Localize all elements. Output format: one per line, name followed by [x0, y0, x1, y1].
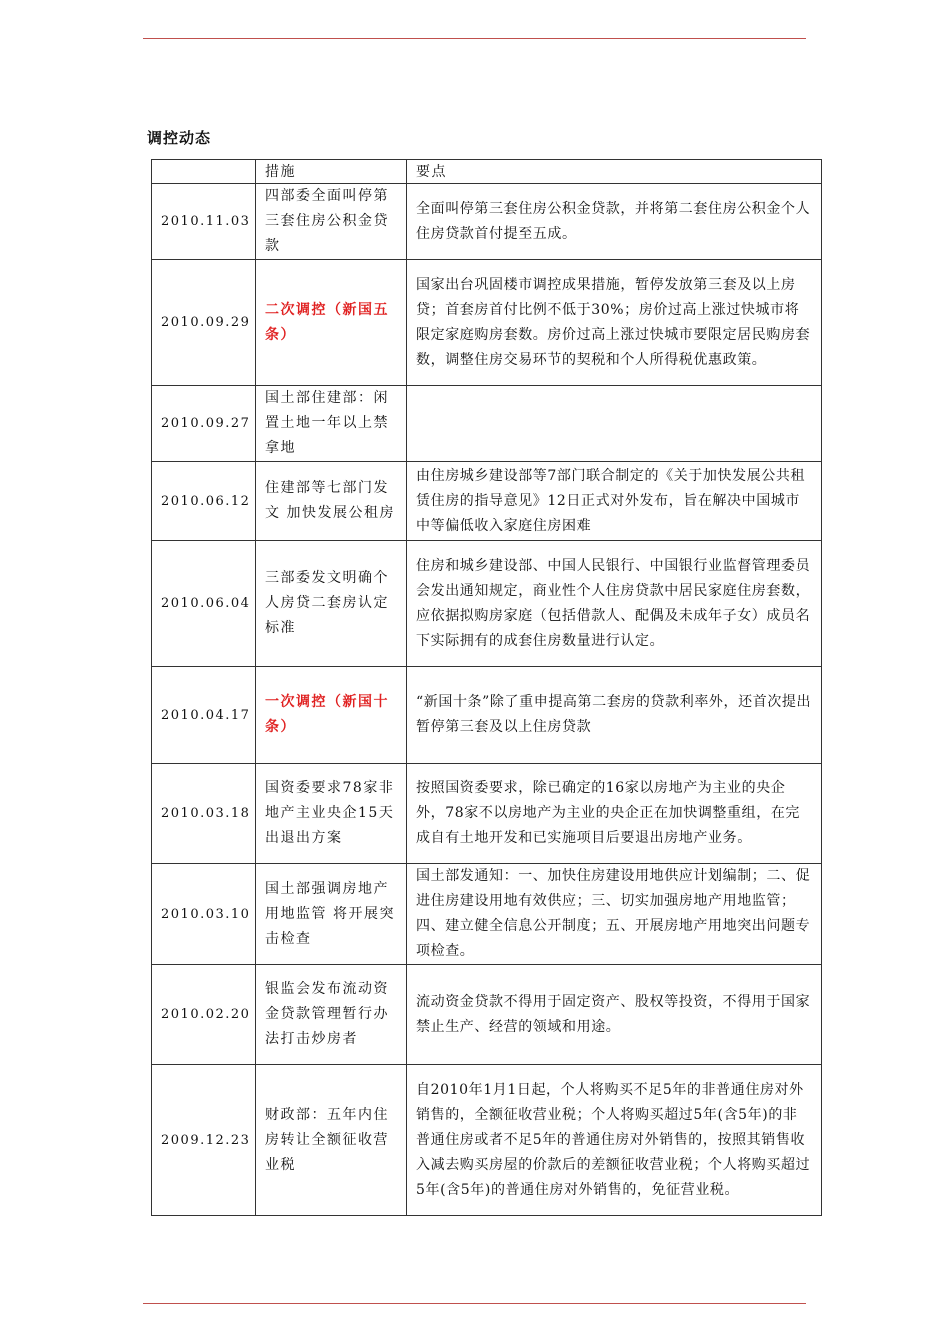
measure-cell-highlight: 一次调控（新国十条） [256, 667, 407, 764]
date-cell: 2010.09.27 [152, 386, 256, 462]
measure-cell: 三部委发文明确个人房贷二套房认定标准 [256, 541, 407, 667]
table-row [152, 184, 822, 260]
points-cell: 国土部发通知：一、加快住房建设用地供应计划编制；二、促进住房建设用地有效供应；三、切实加强房地产用地监管；四、建立健全信息公开制度；五、开展房地产用地突出问题专项检查。 [407, 864, 822, 965]
date-cell: 2010.06.04 [152, 541, 256, 667]
measure-cell: 财政部：五年内住房转让全额征收营业税 [256, 1065, 407, 1216]
points-cell: “新国十条”除了重申提高第二套房的贷款利率外，还首次提出暂停第三套及以上住房贷款 [407, 667, 822, 764]
table-row [152, 462, 822, 541]
table-row [152, 864, 822, 965]
policy-table [151, 159, 822, 1216]
header-measure-cell: 措施 [256, 160, 407, 184]
table-row [152, 1065, 822, 1216]
table-row [152, 386, 822, 462]
section-title: 调控动态 [147, 129, 212, 147]
table-row [152, 667, 822, 764]
header-rule [143, 38, 806, 39]
points-cell: 按照国资委要求，除已确定的16家以房地产为主业的央企外，78家不以房地产为主业的央企正在加快调整重组，在完成自有土地开发和已实施项目后要退出房地产业务。 [407, 764, 822, 864]
date-cell: 2010.03.10 [152, 864, 256, 965]
measure-cell: 国土部住建部：闲置土地一年以上禁拿地 [256, 386, 407, 462]
date-cell: 2010.11.03 [152, 184, 256, 260]
measure-cell: 银监会发布流动资金贷款管理暂行办法打击炒房者 [256, 965, 407, 1065]
date-cell: 2010.09.29 [152, 260, 256, 386]
header-points-cell: 要点 [407, 160, 822, 184]
table-row [152, 764, 822, 864]
measure-cell: 住建部等七部门发文 加快发展公租房 [256, 462, 407, 541]
date-cell: 2010.04.17 [152, 667, 256, 764]
table-row [152, 260, 822, 386]
points-cell: 由住房城乡建设部等7部门联合制定的《关于加快发展公共租赁住房的指导意见》12日正式对外发布，旨在解决中国城市中等偏低收入家庭住房困难 [407, 462, 822, 541]
measure-cell: 国资委要求78家非地产主业央企15天出退出方案 [256, 764, 407, 864]
date-cell: 2010.06.12 [152, 462, 256, 541]
measure-cell-highlight: 二次调控（新国五条） [256, 260, 407, 386]
date-cell: 2009.12.23 [152, 1065, 256, 1216]
date-cell: 2010.03.18 [152, 764, 256, 864]
table-row [152, 965, 822, 1065]
points-cell: 国家出台巩固楼市调控成果措施，暂停发放第三套及以上房贷；首套房首付比例不低于30%；房价过高上涨过快城市将限定家庭购房套数。房价过高上涨过快城市要限定居民购房套数，调整住房交易环节的契税和个人所得税优惠政策。 [407, 260, 822, 386]
footer-rule [143, 1303, 806, 1304]
table-row [152, 541, 822, 667]
points-cell: 自2010年1月1日起，个人将购买不足5年的非普通住房对外销售的，全额征收营业税；个人将购买超过5年(含5年)的非普通住房或者不足5年的普通住房对外销售的，按照其销售收入减去购买房屋的价款后的差额征收营业税；个人将购买超过5年(含5年)的普通住房对外销售的，免征营业税。 [407, 1065, 822, 1216]
measure-cell: 国土部强调房地产用地监管 将开展突击检查 [256, 864, 407, 965]
points-cell: 住房和城乡建设部、中国人民银行、中国银行业监督管理委员会发出通知规定，商业性个人住房贷款中居民家庭住房套数，应依据拟购房家庭（包括借款人、配偶及未成年子女）成员名下实际拥有的成套住房数量进行认定。 [407, 541, 822, 667]
date-cell: 2010.02.20 [152, 965, 256, 1065]
table-header-row [152, 160, 822, 184]
measure-cell: 四部委全面叫停第三套住房公积金贷款 [256, 184, 407, 260]
points-cell [407, 386, 822, 462]
points-cell: 流动资金贷款不得用于固定资产、股权等投资，不得用于国家禁止生产、经营的领域和用途。 [407, 965, 822, 1065]
header-date-cell [152, 160, 256, 184]
points-cell: 全面叫停第三套住房公积金贷款，并将第二套住房公积金个人住房贷款首付提至五成。 [407, 184, 822, 260]
